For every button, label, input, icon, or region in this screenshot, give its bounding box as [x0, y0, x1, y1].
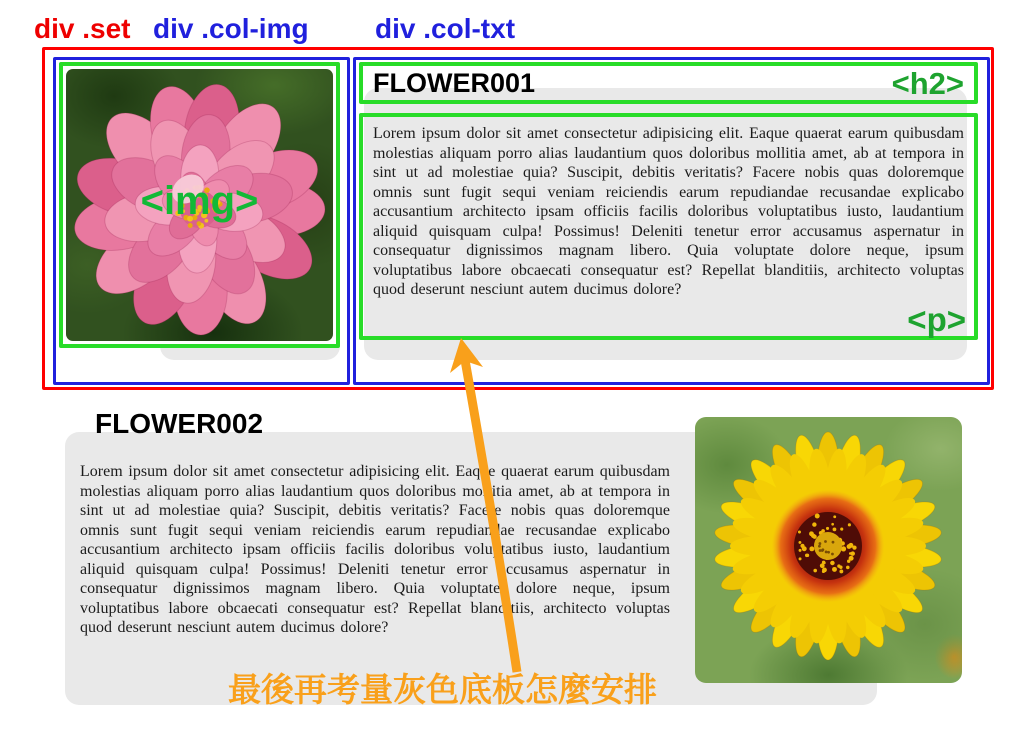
h2-tag-label: <h2>: [891, 66, 964, 101]
card2-body-text: Lorem ipsum dolor sit amet consectetur adipisicing elit. Eaque quaerat earum quibusdam molestias aliquam porro alias laudantium quos doloribus mollitia amet, ab at tempora in sint ut ad molestiae quia? Suscipit, debitis veritatis? Facere nobis quas doloremque omnis sunt fugit sequi veniam reiciendis earum repudiandae recusandae explicabo accusantium architecto ipsam officiis facilis doloribus voluptatibus iusto, laudantium aliquid quisquam culpa! Possimus! Deleniti tenetur error accusamus aspernatur in consequatur dignissimos magnam libero. Quia voluptate dolore neque, ipsum voluptatibus labore obcaecati consequatur est? Repellat blanditiis, architecto voluptas quod deserunt nesciunt autem ducimus dolore?: [80, 463, 670, 636]
col-txt-class-label: div .col-txt: [375, 13, 516, 44]
card2-title: FLOWER002: [95, 408, 264, 439]
card1-body-text: Lorem ipsum dolor sit amet consectetur adipisicing elit. Eaque quaerat earum quibusdam molestias aliquam porro alias laudantium quos doloribus mollitia amet, ab at tempora in sint ut ad molestiae quia? Suscipit, debitis veritatis? Facere nobis quas doloremque omnis sunt fugit sequi veniam reiciendis earum repudiandae recusandae explicabo accusantium architecto ipsam officiis facilis doloribus voluptatibus iusto, laudantium aliquid quisquam culpa! Possimus! Deleniti tenetur error accusamus aspernatur in consequatur dignissimos magnam libero. Quia voluptate dolore neque, ipsum voluptatibus labore obcaecati consequatur est? Repellat blanditiis, architecto voluptas quod deserunt nesciunt autem ducimus dolore?: [373, 125, 964, 298]
col-img-outline-box: [53, 57, 350, 385]
img-tag-label: <img>: [140, 178, 259, 223]
gray-panel-note-text: 最後再考量灰色底板怎麼安排: [228, 671, 657, 708]
p-tag-label: <p>: [907, 301, 966, 338]
gaillardia-flower-graphic: [695, 417, 962, 683]
flower002-image: [695, 417, 962, 683]
set-class-label: div .set: [34, 13, 131, 44]
col-img-class-label: div .col-img: [153, 13, 309, 44]
card1-title: FLOWER001: [373, 68, 536, 98]
col-txt-outline-box: [353, 57, 990, 385]
